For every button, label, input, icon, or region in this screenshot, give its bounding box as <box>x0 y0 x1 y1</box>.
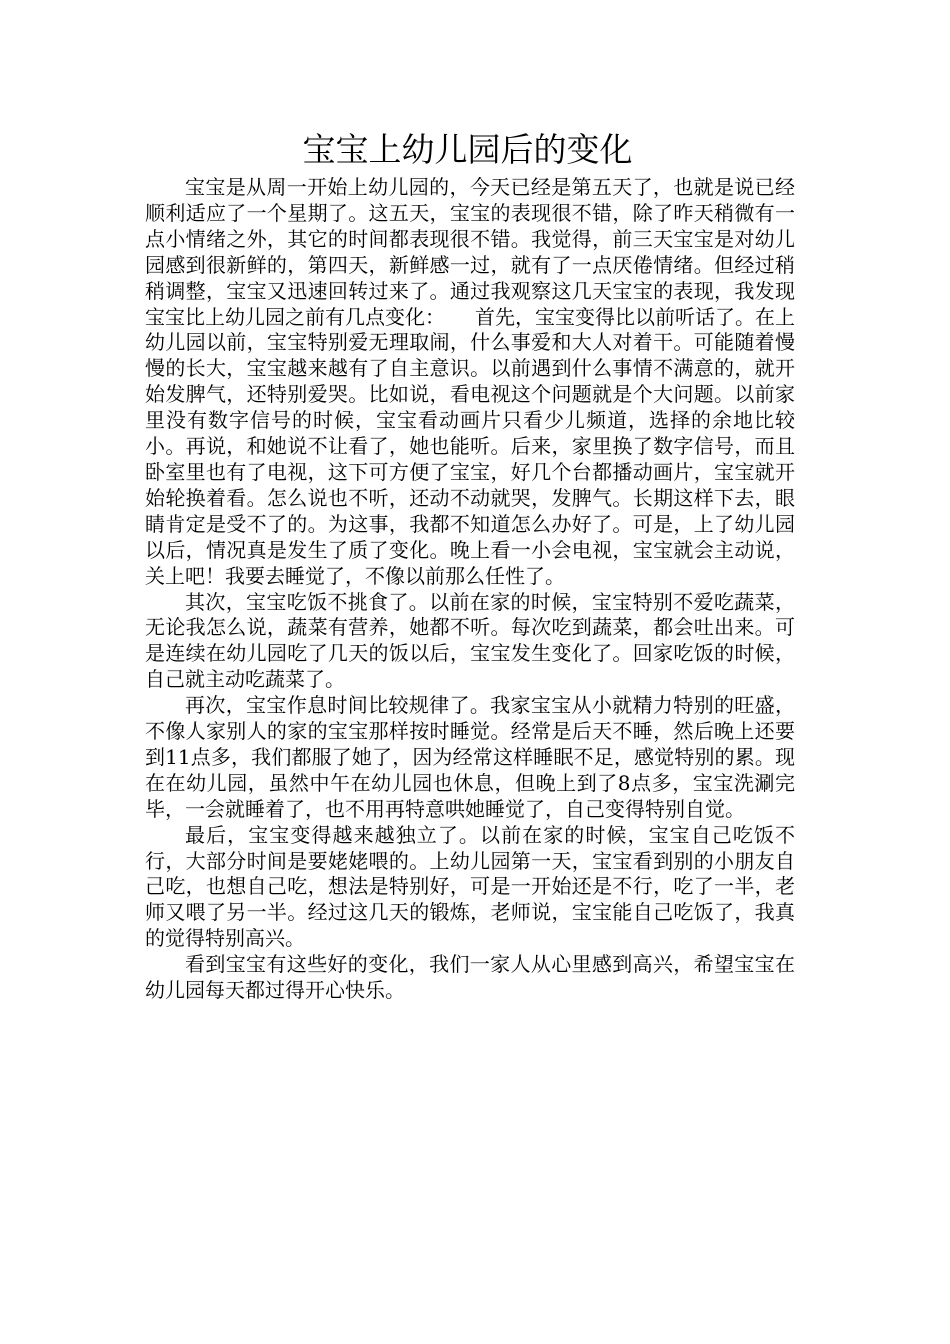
paragraph-sleep: 再次，宝宝作息时间比较规律了。我家宝宝从小就精力特别的旺盛，不像人家别人的家的宝宝那样按时睡觉。经常是后天不睡，然后晚上还要到11点多，我们都服了她了，因为经常这样睡眠不足，感觉特别的累。现在在幼儿园，虽然中午在幼儿园也休息，但晚上到了8点多，宝宝洗涮完毕，一会就睡着了，也不用再特意哄她睡觉了，自己变得特别自觉。 <box>145 693 795 821</box>
paragraph-conclusion: 看到宝宝有这些好的变化，我们一家人从心里感到高兴，希望宝宝在幼儿园每天都过得开心快乐。 <box>145 952 795 1003</box>
paragraph-intro: 宝宝是从周一开始上幼儿园的，今天已经是第五天了，也就是说已经顺利适应了一个星期了。这五天，宝宝的表现很不错，除了昨天稍微有一点小情绪之外，其它的时间都表现很不错。我觉得，前三天宝宝是对幼儿园感到很新鲜的，第四天，新鲜感一过，就有了一点厌倦情绪。但经过稍稍调整，宝宝又迅速回转过来了。通过我观察这几天宝宝的表现，我发现宝宝比上幼儿园之前有几点变化： 首先，宝宝变得比以前听话了。在上幼儿园以前，宝宝特别爱无理取闹，什么事爱和大人对着干。可能随着慢慢的长大，宝宝越来越有了自主意识。以前遇到什么事情不满意的，就开始发脾气，还特别爱哭。比如说，看电视这个问题就是个大问题。以前家里没有数字信号的时候，宝宝看动画片只看少儿频道，选择的余地比较小。再说，和她说不让看了，她也能听。后来，家里换了数字信号，而且卧室里也有了电视，这下可方便了宝宝，好几个台都播动画片，宝宝就开始轮换着看。怎么说也不听，还动不动就哭，发脾气。长期这样下去，眼睛肯定是受不了的。为这事，我都不知道怎么办好了。可是，上了幼儿园以后，情况真是发生了质了变化。晚上看一小会电视，宝宝就会主动说，关上吧！我要去睡觉了，不像以前那么任性了。 <box>145 175 795 588</box>
page-title: 宝宝上幼儿园后的变化 <box>302 130 633 169</box>
paragraph-independence: 最后，宝宝变得越来越独立了。以前在家的时候，宝宝自己吃饭不行，大部分时间是要姥姥喂的。上幼儿园第一天，宝宝看到别的小朋友自己吃，也想自己吃，想法是特别好，可是一开始还是不行，吃了一半，老师又喂了另一半。经过这几天的锻炼，老师说，宝宝能自己吃饭了，我真的觉得特别高兴。 <box>145 822 795 951</box>
paragraph-eating: 其次，宝宝吃饭不挑食了。以前在家的时候，宝宝特别不爱吃蔬菜，无论我怎么说，蔬菜有营养，她都不听。每次吃到蔬菜，都会吐出来。可是连续在幼儿园吃了几天的饭以后，宝宝发生变化了。回家吃饭的时候，自己就主动吃蔬菜了。 <box>145 589 795 692</box>
document-body <box>145 175 795 1004</box>
